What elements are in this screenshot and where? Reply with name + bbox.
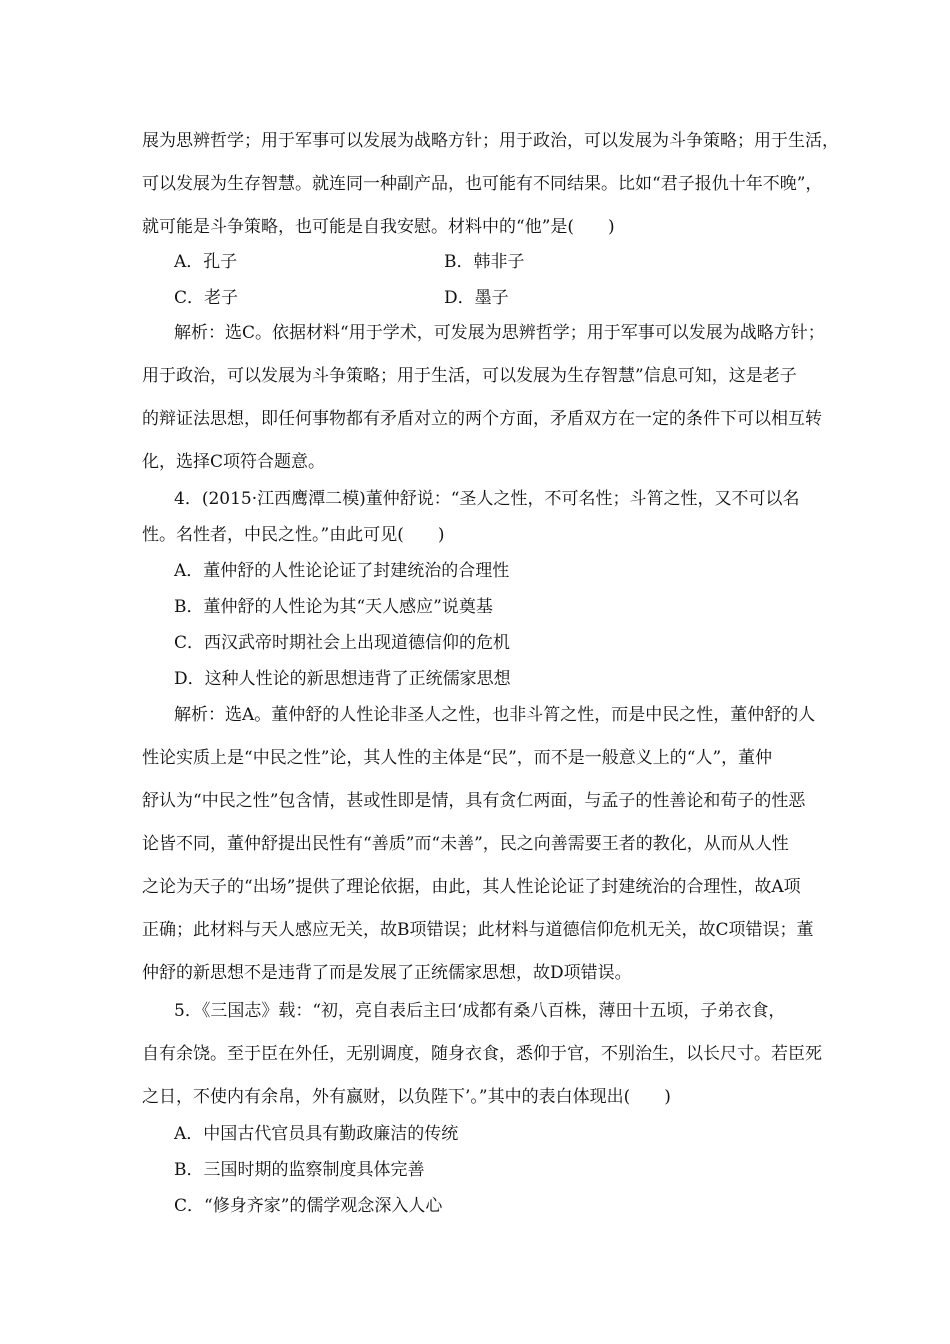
q4-analysis-line-5: 之论为天子的“出场”提供了理论依据，由此，其人性论论证了封建统治的合理性，故A项 — [142, 877, 801, 897]
q5-text-line-3: 之日，不使内有余帛，外有嬴财，以负陛下’。”其中的表白体现出( ) — [142, 1087, 671, 1107]
q4-analysis-line-3: 舒认为“中民之性”包含情，甚或性即是情，具有贪仁两面，与孟子的性善论和荀子的性恶 — [142, 791, 806, 811]
q3-analysis-line-2: 用于政治，可以发展为斗争策略；用于生活，可以发展为生存智慧”信息可知，这是老子 — [142, 366, 797, 386]
q5-text-line-2: 自有余饶。至于臣在外任，无别调度，随身衣食，悉仰于官，不别治生，以长尺寸。若臣死 — [142, 1044, 822, 1064]
q3-option-c: C．老子 — [174, 288, 239, 308]
q3-text-line-3: 就可能是斗争策略，也可能是自我安慰。材料中的“他”是( ) — [142, 217, 615, 237]
q5-option-c: C．“修身齐家”的儒学观念深入人心 — [174, 1196, 443, 1216]
q4-option-b: B．董仲舒的人性论为其“天人感应”说奠基 — [174, 597, 493, 617]
q4-analysis-line-4: 论皆不同，董仲舒提出民性有“善质”而“未善”，民之向善需要王者的教化，从而从人性 — [142, 834, 789, 854]
q4-text-line-1: 4．(2015·江西鹰潭二模)董仲舒说：“圣人之性，不可名性；斗筲之性，又不可以名 — [174, 489, 800, 509]
q4-option-c: C．西汉武帝时期社会上出现道德信仰的危机 — [174, 633, 511, 653]
q4-text-line-2: 性。名性者，中民之性。”由此可见( ) — [142, 525, 445, 545]
q3-text-line-2: 可以发展为生存智慧。就连同一种副产品，也可能有不同结果。比如“君子报仇十年不晚”， — [142, 174, 823, 194]
q3-option-a: A．孔子 — [174, 252, 238, 272]
q4-analysis-line-7: 仲舒的新思想不是违背了而是发展了正统儒家思想，故D项错误。 — [142, 963, 632, 983]
q4-analysis-line-6: 正确；此材料与天人感应无关，故B项错误；此材料与道德信仰危机无关，故C项错误；董 — [142, 920, 814, 940]
q5-option-a: A．中国古代官员具有勤政廉洁的传统 — [174, 1124, 459, 1144]
q3-option-d: D．墨子 — [444, 288, 509, 308]
q3-text-line-1: 展为思辨哲学；用于军事可以发展为战略方针；用于政治，可以发展为斗争策略；用于生活， — [142, 131, 839, 151]
q3-analysis-line-3: 的辩证法思想，即任何事物都有矛盾对立的两个方面，矛盾双方在一定的条件下可以相互转 — [142, 409, 822, 429]
q4-option-a: A．董仲舒的人性论论证了封建统治的合理性 — [174, 561, 510, 581]
q3-analysis-line-1: 解析：选C。依据材料“用于学术，可发展为思辨哲学；用于军事可以发展为战略方针； — [174, 323, 825, 343]
q3-option-b: B．韩非子 — [444, 252, 525, 272]
q5-text-line-1: 5．《三国志》载：“初，亮自表后主曰‘成都有桑八百株，薄田十五顷，子弟衣食， — [174, 1001, 786, 1021]
q4-analysis-line-1: 解析：选A。董仲舒的人性论非圣人之性，也非斗筲之性，而是中民之性，董仲舒的人 — [174, 705, 816, 725]
q3-analysis-line-4: 化，选择C项符合题意。 — [142, 452, 326, 472]
q4-analysis-line-2: 性论实质上是“中民之性”论，其人性的主体是“民”，而不是一般意义上的“人”，董仲 — [142, 748, 773, 768]
q5-option-b: B．三国时期的监察制度具体完善 — [174, 1160, 425, 1180]
q4-option-d: D．这种人性论的新思想违背了正统儒家思想 — [174, 669, 511, 689]
